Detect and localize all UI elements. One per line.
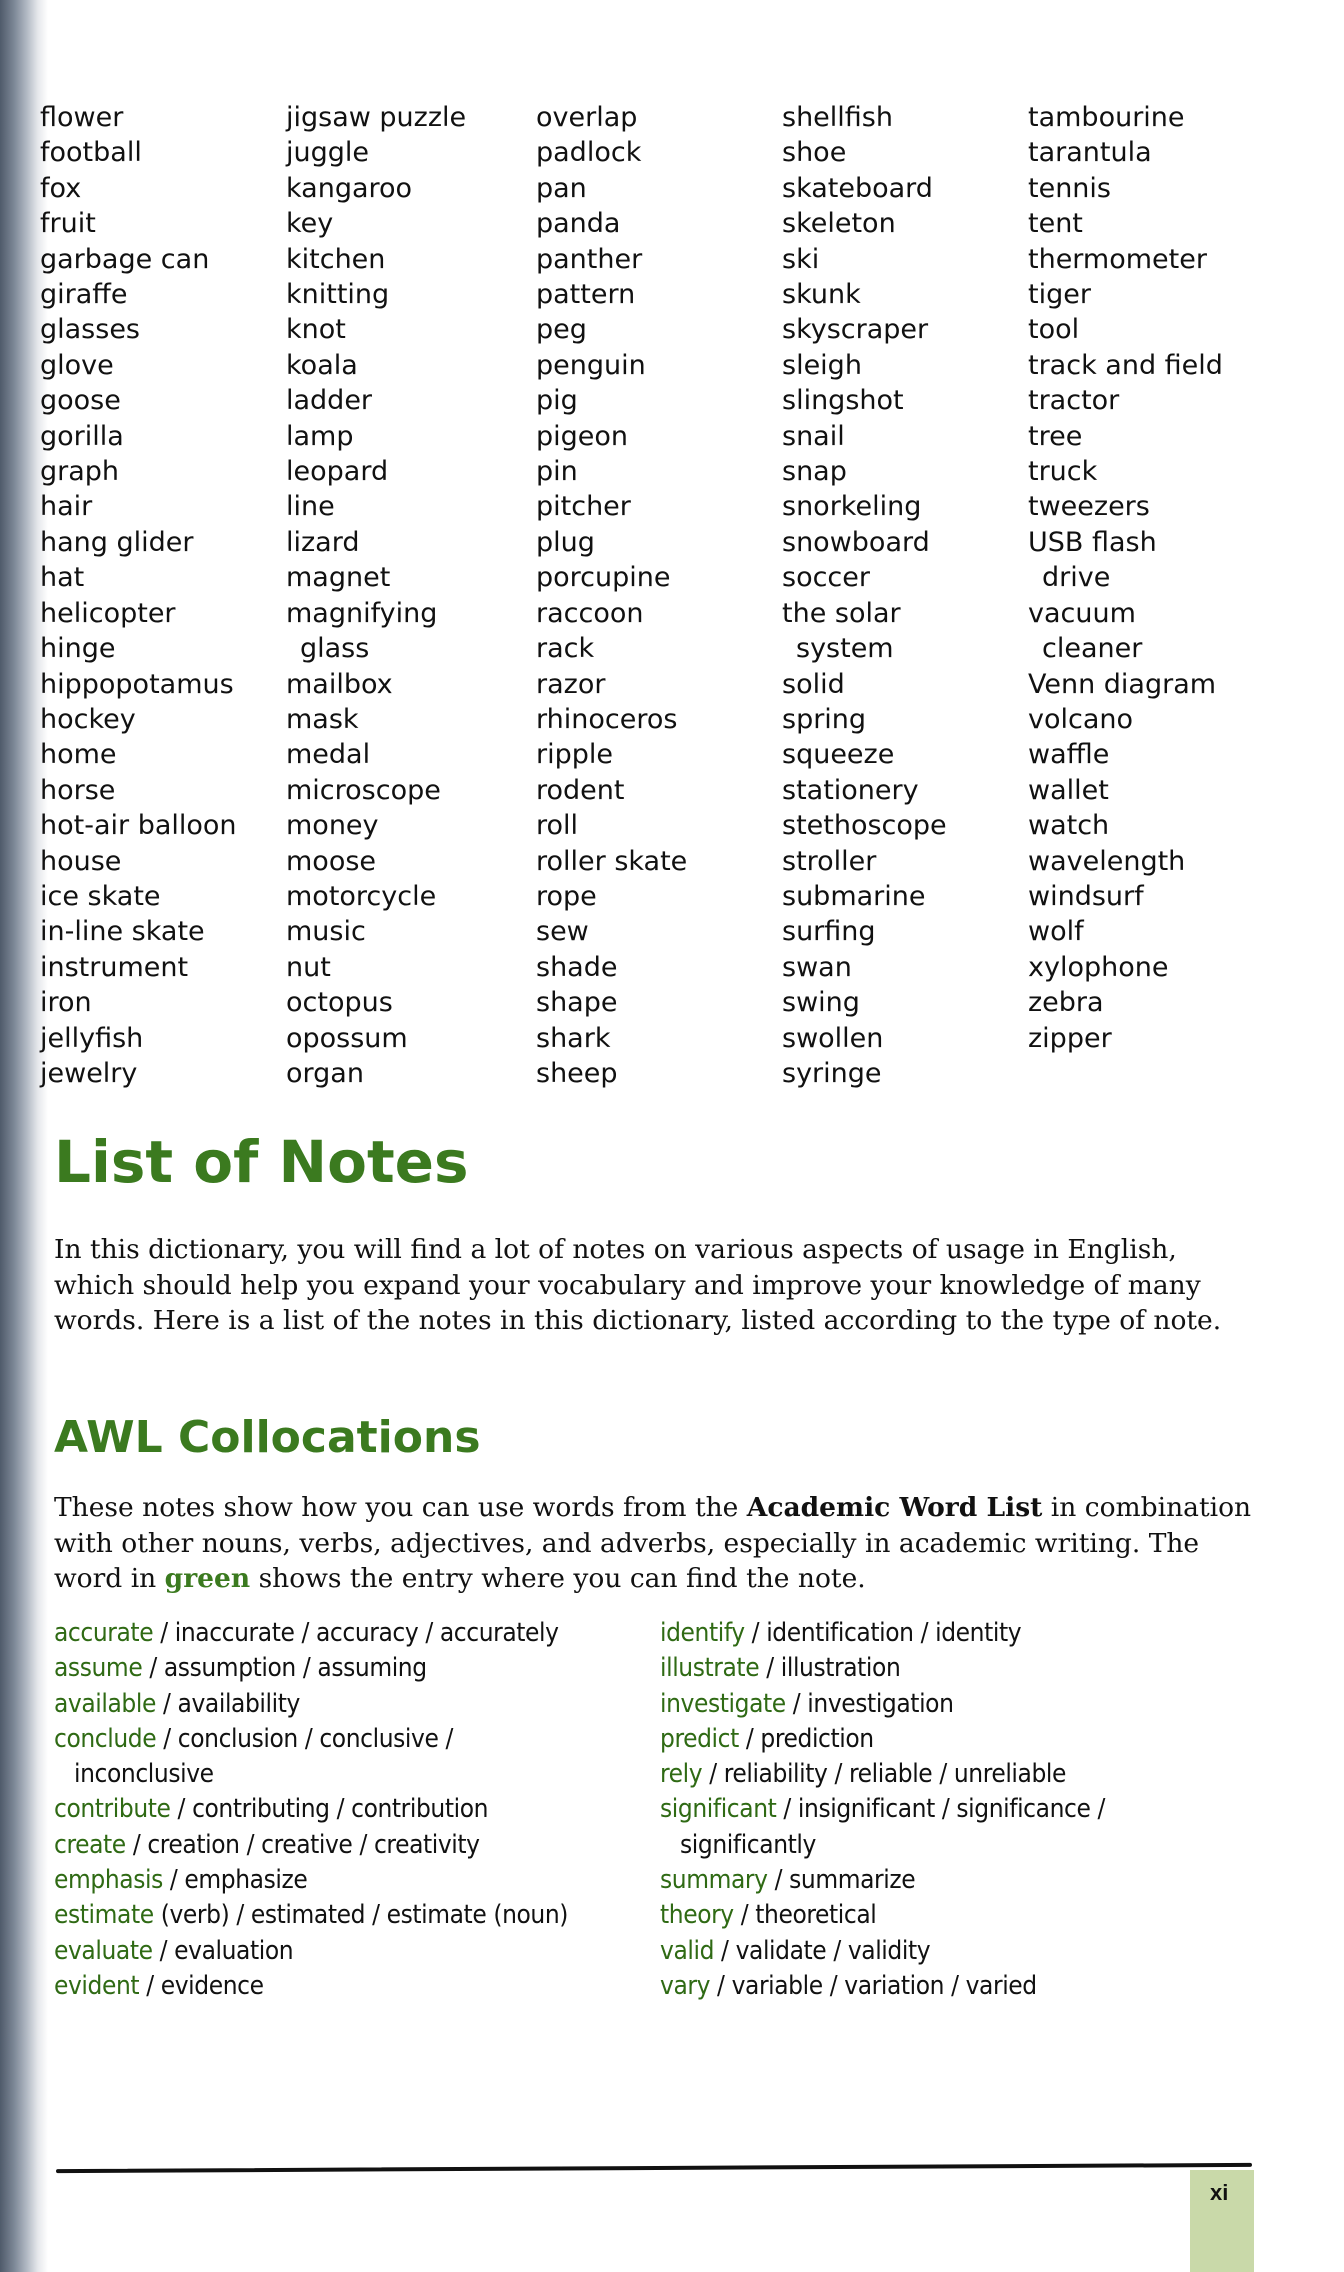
word-list-item: wolf (1028, 916, 1084, 948)
collocation-entry (660, 1828, 1105, 1863)
word-column-5 (1028, 100, 1223, 1056)
word-list-item: shape (536, 987, 618, 1019)
word-list-item: waffle (1028, 739, 1110, 771)
word-list-item: hair (40, 491, 93, 523)
word-list-item: snowboard (782, 526, 930, 558)
word-list-item: tent (1028, 208, 1083, 240)
word-list-item: rope (536, 880, 597, 912)
word-list-item: ski (782, 243, 820, 275)
word-list-item: kangaroo (286, 172, 413, 204)
collocation-headword: available (54, 1688, 156, 1719)
word-list-item: slingshot (782, 385, 904, 417)
awl-collocations-right-column (660, 1616, 1105, 2004)
collocation-forms: (verb) / estimated / estimate (noun) (153, 1900, 568, 1931)
collocation-headword: predict (660, 1723, 739, 1754)
collocation-headword: investigate (660, 1688, 786, 1719)
collocation-forms: / conclusion / conclusive / (156, 1723, 453, 1754)
collocation-forms: / identification / identity (744, 1618, 1022, 1648)
word-list-item: tractor (1028, 385, 1120, 417)
word-list-item: panda (536, 208, 621, 240)
word-list-item: tarantula (1028, 137, 1152, 169)
collocation-forms: / emphasize (162, 1865, 308, 1896)
word-list-item: kitchen (286, 243, 386, 275)
word-list-item: hippopotamus (40, 668, 234, 700)
word-list-item: fruit (40, 208, 96, 240)
word-list-item: medal (286, 739, 371, 771)
collocation-forms: / evaluation (152, 1935, 294, 1966)
word-list-item: sew (536, 916, 589, 948)
collocation-forms: / availability (156, 1688, 300, 1719)
word-list-item: system (796, 633, 894, 665)
word-list-item: football (40, 137, 142, 169)
word-list-item: garbage can (40, 243, 210, 275)
word-list-item: hot-air balloon (40, 810, 237, 842)
word-list-item: jewelry (40, 1057, 138, 1089)
collocation-entry (660, 1792, 1105, 1827)
word-list-item: leopard (286, 456, 389, 488)
word-list-item: hockey (40, 703, 136, 735)
word-list-item: solid (782, 668, 845, 700)
word-list-item: jigsaw puzzle (286, 102, 467, 133)
word-list-item: home (40, 739, 117, 771)
collocation-forms: / creation / creative / creativity (125, 1829, 480, 1860)
word-list-item: tiger (1028, 279, 1091, 311)
word-list-item: stationery (782, 774, 919, 806)
collocation-headword: estimate (54, 1900, 154, 1931)
page-number: xi (1210, 2180, 1229, 2205)
collocation-entry (54, 1863, 568, 1898)
word-list-item: ladder (286, 385, 373, 417)
word-column-2 (286, 100, 466, 1091)
word-list-item: pitcher (536, 491, 631, 523)
word-list-item: iron (40, 987, 92, 1019)
awl-intro-text: in combination with other nouns, verbs, adjectives, and adverbs, especially in academic writing. The word in (54, 1492, 1252, 1594)
word-column-1 (40, 100, 237, 1091)
list-of-notes-heading: List of Notes (54, 1128, 469, 1196)
word-list-item: spring (782, 703, 867, 735)
word-list-item: track and field (1028, 349, 1223, 381)
collocation-headword: emphasis (54, 1865, 163, 1896)
collocation-headword: identify (660, 1618, 745, 1648)
word-list-item: horse (40, 774, 116, 806)
word-list-item: pattern (536, 279, 636, 311)
word-list-item: ripple (536, 739, 613, 771)
collocation-headword: illustrate (660, 1653, 760, 1684)
word-list-item: truck (1028, 456, 1098, 488)
awl-collocations-left-column (54, 1616, 568, 2004)
collocation-forms: / illustration (759, 1653, 901, 1684)
awl-collocations-heading: AWL Collocations (54, 1412, 481, 1463)
collocation-forms: / reliability / reliable / unreliable (702, 1759, 1067, 1790)
word-list-item: helicopter (40, 597, 176, 629)
list-of-notes-intro: In this dictionary, you will find a lot of notes on various aspects of usage in English, which should help you expand your vocabulary and improve your knowledge of many words. Here is a list of the notes in this dictionary, listed according to the type of note. (54, 1234, 1222, 1336)
word-list-item: instrument (40, 951, 189, 983)
word-list-item: swan (782, 951, 852, 983)
word-list-item: pan (536, 172, 587, 204)
green-term: green (164, 1563, 251, 1594)
word-list-item: ice skate (40, 880, 161, 912)
word-list-item: surfing (782, 916, 876, 948)
collocation-headword: theory (660, 1900, 734, 1931)
word-list-item: fox (40, 172, 82, 204)
collocation-headword: significant (660, 1794, 777, 1825)
academic-word-list-term: Academic Word List (746, 1492, 1043, 1523)
word-list-item: tweezers (1028, 491, 1150, 523)
collocation-headword: evaluate (54, 1935, 153, 1966)
word-list-item: xylophone (1028, 951, 1169, 983)
collocation-entry (660, 1757, 1105, 1792)
word-list-item: key (286, 208, 334, 240)
word-list-item: skyscraper (782, 314, 929, 346)
word-list-item: padlock (536, 137, 642, 169)
word-column-3 (536, 100, 687, 1091)
word-list-item: koala (286, 349, 358, 381)
collocation-forms: / prediction (738, 1723, 874, 1754)
word-list-item: jellyfish (40, 1022, 144, 1054)
word-list-item: overlap (536, 102, 638, 133)
footer-rule (56, 2163, 1252, 2173)
word-list-item: knitting (286, 279, 390, 311)
word-list-item: hinge (40, 633, 116, 665)
word-list-item: tambourine (1028, 102, 1185, 133)
word-list-item: gorilla (40, 420, 124, 452)
collocation-entry (54, 1651, 568, 1686)
collocation-entry (54, 1616, 568, 1651)
word-list-item: squeeze (782, 739, 895, 771)
word-list-item: sheep (536, 1057, 618, 1089)
word-list-item: skunk (782, 279, 861, 311)
word-list-item: swing (782, 987, 860, 1019)
picture-word-list (40, 100, 1270, 1100)
word-list-item: in-line skate (40, 916, 205, 948)
collocation-headword: summary (660, 1865, 768, 1896)
word-list-item: shark (536, 1022, 611, 1054)
collocation-forms: significantly (680, 1829, 816, 1860)
collocation-entry (660, 1616, 1105, 1651)
word-list-item: roller skate (536, 845, 688, 877)
collocation-forms: / variable / variation / varied (710, 1970, 1037, 2001)
collocation-headword: assume (54, 1653, 143, 1684)
word-list-item: snorkeling (782, 491, 922, 523)
collocation-forms: inconclusive (74, 1759, 214, 1790)
collocation-entry (660, 1651, 1105, 1686)
collocation-entry (54, 1792, 568, 1827)
collocation-headword: evident (54, 1970, 140, 2001)
word-list-item: plug (536, 526, 595, 558)
collocation-entry (54, 1898, 568, 1933)
collocation-entry (54, 1757, 568, 1792)
word-list-item: cleaner (1042, 633, 1143, 665)
word-list-item: porcupine (536, 562, 671, 594)
awl-intro-text: shows the entry where you can find the note. (250, 1563, 866, 1594)
word-list-item: octopus (286, 987, 393, 1019)
collocation-forms: / validate / validity (714, 1935, 931, 1966)
word-list-item: shade (536, 951, 618, 983)
collocation-headword: valid (660, 1935, 715, 1966)
word-column-4 (782, 100, 947, 1091)
collocation-entry (660, 1687, 1105, 1722)
word-list-item: penguin (536, 349, 646, 381)
awl-intro (54, 1490, 1254, 1597)
word-list-item: wallet (1028, 774, 1109, 806)
collocation-entry (660, 1863, 1105, 1898)
word-list-item: goose (40, 385, 121, 417)
word-list-item: house (40, 845, 122, 877)
word-list-item: stroller (782, 845, 877, 877)
word-list-item: submarine (782, 880, 926, 912)
word-list-item: pigeon (536, 420, 629, 452)
word-list-item: syringe (782, 1057, 882, 1089)
collocation-forms: / theoretical (733, 1900, 877, 1931)
word-list-item: magnet (286, 562, 391, 594)
word-list-item: snail (782, 420, 845, 452)
word-list-item: glove (40, 349, 114, 381)
collocation-forms: / assumption / assuming (142, 1653, 427, 1684)
word-list-item: soccer (782, 562, 870, 594)
word-list-item: glasses (40, 314, 140, 346)
collocation-headword: vary (660, 1970, 711, 2001)
collocation-forms: / summarize (767, 1865, 916, 1896)
word-list-item: skateboard (782, 172, 933, 204)
word-list-item: USB flash (1028, 526, 1157, 558)
word-list-item: hang glider (40, 526, 194, 558)
word-list-item: money (286, 810, 379, 842)
word-list-item: roll (536, 810, 579, 842)
word-list-item: tennis (1028, 172, 1111, 204)
word-list-item: music (286, 916, 366, 948)
word-list-item: shellfish (782, 102, 893, 133)
word-list-item: panther (536, 243, 643, 275)
collocation-entry (660, 1969, 1105, 2004)
collocation-headword: rely (660, 1759, 703, 1790)
word-list-item: stethoscope (782, 810, 947, 842)
word-list-item: volcano (1028, 703, 1134, 735)
word-list-item: zebra (1028, 987, 1104, 1019)
word-list-item: rhinoceros (536, 703, 678, 735)
word-list-item: watch (1028, 810, 1110, 842)
word-list-item: organ (286, 1057, 364, 1089)
word-list-item: swollen (782, 1022, 884, 1054)
word-list-item: tree (1028, 420, 1083, 452)
word-list-item: vacuum (1028, 597, 1136, 629)
collocation-entry (54, 1722, 568, 1757)
collocation-entry (54, 1828, 568, 1863)
word-list-item: moose (286, 845, 377, 877)
collocation-entry (54, 1687, 568, 1722)
word-list-item: hat (40, 562, 85, 594)
word-list-item: mailbox (286, 668, 393, 700)
word-list-item: razor (536, 668, 606, 700)
word-list-item: pig (536, 385, 578, 417)
word-list-item: nut (286, 951, 331, 983)
word-list-item: line (286, 491, 335, 523)
word-list-item: thermometer (1028, 243, 1207, 275)
word-list-item: juggle (286, 137, 370, 169)
collocation-forms: / insignificant / significance / (776, 1794, 1105, 1825)
word-list-item: magnifying (286, 597, 438, 629)
word-list-item: skeleton (782, 208, 896, 240)
word-list-item: sleigh (782, 349, 862, 381)
awl-intro-text: These notes show how you can use words from the (54, 1492, 747, 1523)
word-list-item: zipper (1028, 1022, 1112, 1054)
word-list-item: opossum (286, 1022, 408, 1054)
word-list-item: shoe (782, 137, 847, 169)
word-list-item: flower (40, 102, 124, 133)
word-list-item: raccoon (536, 597, 644, 629)
word-list-item: windsurf (1028, 880, 1144, 912)
word-list-item: knot (286, 314, 346, 346)
collocation-headword: contribute (54, 1794, 171, 1825)
word-list-item: glass (300, 633, 370, 665)
word-list-item: pin (536, 456, 578, 488)
collocation-forms: / inaccurate / accuracy / accurately (153, 1618, 559, 1648)
word-list-item: snap (782, 456, 847, 488)
word-list-item: peg (536, 314, 587, 346)
word-list-item: Venn diagram (1028, 668, 1217, 700)
word-list-item: rodent (536, 774, 625, 806)
collocation-headword: accurate (54, 1618, 154, 1648)
collocation-entry (660, 1934, 1105, 1969)
word-list-item: giraffe (40, 279, 128, 311)
collocation-entry (54, 1969, 568, 2004)
word-list-item: motorcycle (286, 880, 437, 912)
collocation-headword: conclude (54, 1723, 157, 1754)
word-list-item: graph (40, 456, 120, 488)
word-list-item: wavelength (1028, 845, 1186, 877)
collocation-entry (660, 1898, 1105, 1933)
word-list-item: rack (536, 633, 595, 665)
collocation-forms: / investigation (785, 1688, 954, 1719)
collocation-forms: / contributing / contribution (170, 1794, 489, 1825)
collocation-entry (660, 1722, 1105, 1757)
collocation-forms: / evidence (139, 1970, 264, 2001)
word-list-item: lizard (286, 526, 360, 558)
word-list-item: lamp (286, 420, 354, 452)
word-list-item: the solar (782, 597, 901, 629)
collocation-entry (54, 1934, 568, 1969)
word-list-item: tool (1028, 314, 1080, 346)
word-list-item: drive (1042, 562, 1111, 594)
word-list-item: microscope (286, 774, 441, 806)
word-list-item: mask (286, 703, 359, 735)
collocation-headword: create (54, 1829, 126, 1860)
